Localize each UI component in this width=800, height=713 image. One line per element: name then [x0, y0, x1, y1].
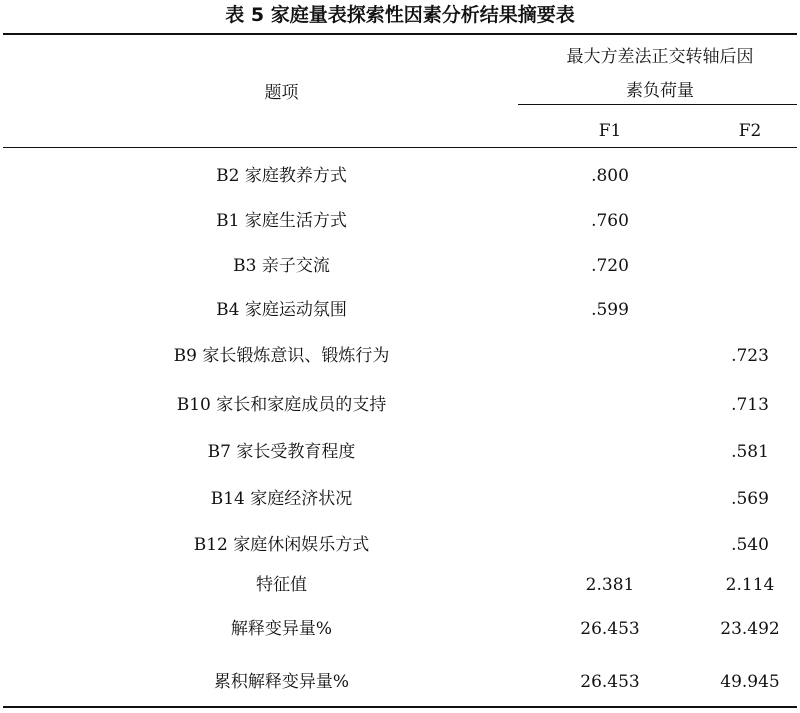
row-f2: .723 — [731, 346, 769, 366]
row-item: 累积解释变异量% — [213, 672, 350, 692]
row-item: B3 亲子交流 — [233, 256, 330, 276]
row-f2: 49.945 — [720, 672, 780, 692]
row-item: 特征值 — [256, 575, 307, 595]
header-mid-rule — [518, 104, 797, 105]
row-item: B12 家庭休闲娱乐方式 — [193, 535, 370, 555]
row-f2: 2.114 — [725, 575, 775, 595]
row-f1: .599 — [591, 300, 629, 320]
row-item: B7 家长受教育程度 — [207, 442, 356, 462]
row-f1: 26.453 — [580, 619, 640, 639]
header-item: 题项 — [264, 83, 299, 103]
header-f1: F1 — [598, 121, 622, 141]
row-f2: .569 — [731, 489, 769, 509]
header-bottom-rule — [3, 147, 797, 148]
row-f2: .540 — [731, 535, 769, 555]
row-item: B1 家庭生活方式 — [216, 211, 347, 231]
row-item: B4 家庭运动氛围 — [216, 300, 347, 320]
row-f1: .800 — [591, 166, 629, 186]
header-f2: F2 — [738, 121, 762, 141]
header-loading-line2: 素负荷量 — [626, 81, 694, 101]
row-f1: 2.381 — [585, 575, 635, 595]
row-f2: .581 — [731, 442, 769, 462]
top-rule — [3, 33, 797, 35]
bottom-rule — [3, 706, 797, 708]
row-item: B10 家长和家庭成员的支持 — [176, 395, 387, 415]
row-item: B9 家长锻炼意识、锻炼行为 — [173, 346, 390, 366]
row-f1: 26.453 — [580, 672, 640, 692]
row-item: B2 家庭教养方式 — [216, 166, 347, 186]
row-f2: 23.492 — [720, 619, 780, 639]
row-f2: .713 — [731, 395, 769, 415]
row-f1: .760 — [591, 211, 629, 231]
row-f1: .720 — [591, 256, 629, 276]
row-item: 解释变异量% — [230, 619, 333, 639]
table-title: 表 5 家庭量表探索性因素分析结果摘要表 — [225, 4, 575, 26]
row-item: B14 家庭经济状况 — [210, 489, 353, 509]
header-loading-line1: 最大方差法正交转轴后因 — [566, 47, 754, 67]
